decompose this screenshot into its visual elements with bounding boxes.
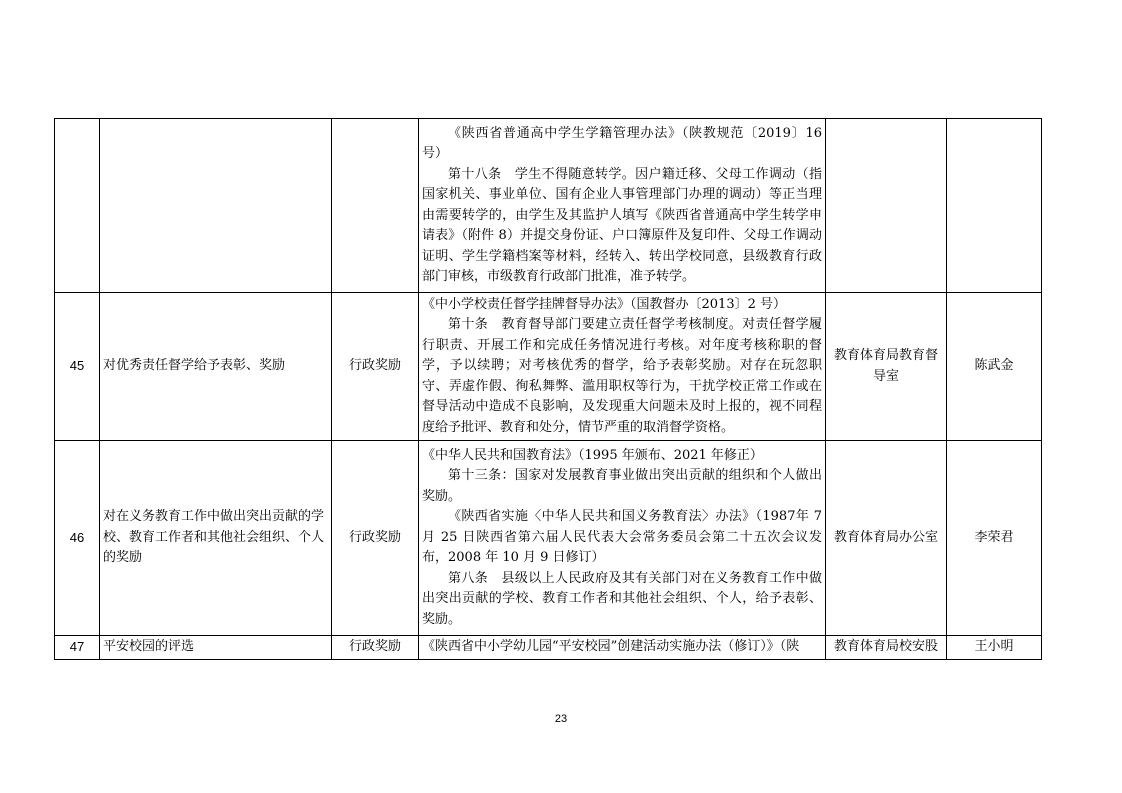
responsible-person: 陈武金 — [947, 293, 1042, 441]
responsible-person: 李荣君 — [947, 441, 1042, 636]
item-type: 行政奖励 — [332, 293, 419, 441]
basis-paragraph: 第十三条：国家对发展教育事业做出突出贡献的组织和个人做出奖励。 — [422, 468, 822, 504]
item-name: 平安校园的评选 — [100, 636, 332, 660]
basis-paragraph: 第十条 教育督导部门要建立责任督学考核制度。对责任督学履行职责、开展工作和完成任务情况进行考核。对年度考核称职的督学，予以续聘；对考核优秀的督学，给予表彰奖励。对存在玩忽职守、弄虚作假、徇私舞弊、滥用职权等行为，干扰学校正常工作或在督导活动中造成不良影响，及发现重大问题未及时上报的，视不同程度给予批评、教育和处分，情节严重的取消督学资格。 — [422, 317, 822, 435]
page-number: 23 — [554, 713, 568, 725]
table-row — [55, 293, 1042, 441]
legal-basis — [419, 293, 826, 441]
item-type: 行政奖励 — [332, 636, 419, 660]
responsible-person: 王小明 — [947, 636, 1042, 660]
legal-basis — [419, 119, 826, 293]
item-type — [332, 119, 419, 293]
row-number: 47 — [55, 636, 100, 660]
responsible-department — [826, 119, 947, 293]
row-number: 45 — [55, 293, 100, 441]
row-number: 46 — [55, 441, 100, 636]
basis-paragraph: 《中华人民共和国教育法》（1995 年颁布、2021 年修正） — [422, 447, 763, 463]
row-number — [55, 119, 100, 293]
basis-paragraph: 《陕西省实施〈中华人民共和国义务教育法〉办法》（1987年 7 月 25 日陕西省第六届人民代表大会常务委员会第二十五次会议发布，2008 年 10 月 9 日修订） — [422, 509, 822, 566]
table-row — [55, 441, 1042, 636]
basis-paragraph: 《陕西省中小学幼儿园“平安校园”创建活动实施办法（修订）》（陕 — [422, 639, 800, 655]
basis-paragraph: 第八条 县级以上人民政府及其有关部门对在义务教育工作中做出突出贡献的学校、教育工作者和其他社会组织、个人，给予表彰、奖励。 — [422, 570, 822, 627]
basis-paragraph: 《陕西省普通高中学生学籍管理办法》（陕教规范〔2019〕16号） — [422, 125, 822, 161]
item-name: 对优秀责任督学给予表彰、奖励 — [100, 293, 332, 441]
responsible-department: 教育体育局办公室 — [826, 441, 947, 636]
basis-paragraph: 第十八条 学生不得随意转学。因户籍迁移、父母工作调动（指国家机关、事业单位、国有企业人事管理部门办理的调动）等正当理由需要转学的，由学生及其监护人填写《陕西省普通高中学生转学申请表》（附件 8）并提交身份证、户口簿原件及复印件、父母工作调动证明、学生学籍档案等材料，经转入、转出学校同意，县级教育行政部门审核，市级教育行政部门批准，准予转学。 — [422, 166, 822, 284]
item-type: 行政奖励 — [332, 441, 419, 636]
item-name — [100, 119, 332, 293]
legal-basis — [419, 636, 826, 660]
basis-paragraph: 《中小学校责任督学挂牌督导办法》（国教督办〔2013〕2 号） — [422, 296, 786, 312]
regulation-table — [54, 118, 1042, 660]
legal-basis — [419, 441, 826, 636]
item-name: 对在义务教育工作中做出突出贡献的学校、教育工作者和其他社会组织、个人的奖励 — [100, 441, 332, 636]
responsible-department: 教育体育局教育督导室 — [826, 293, 947, 441]
responsible-person — [947, 119, 1042, 293]
table-row — [55, 119, 1042, 293]
responsible-department: 教育体育局校安股 — [826, 636, 947, 660]
table-row — [55, 636, 1042, 660]
